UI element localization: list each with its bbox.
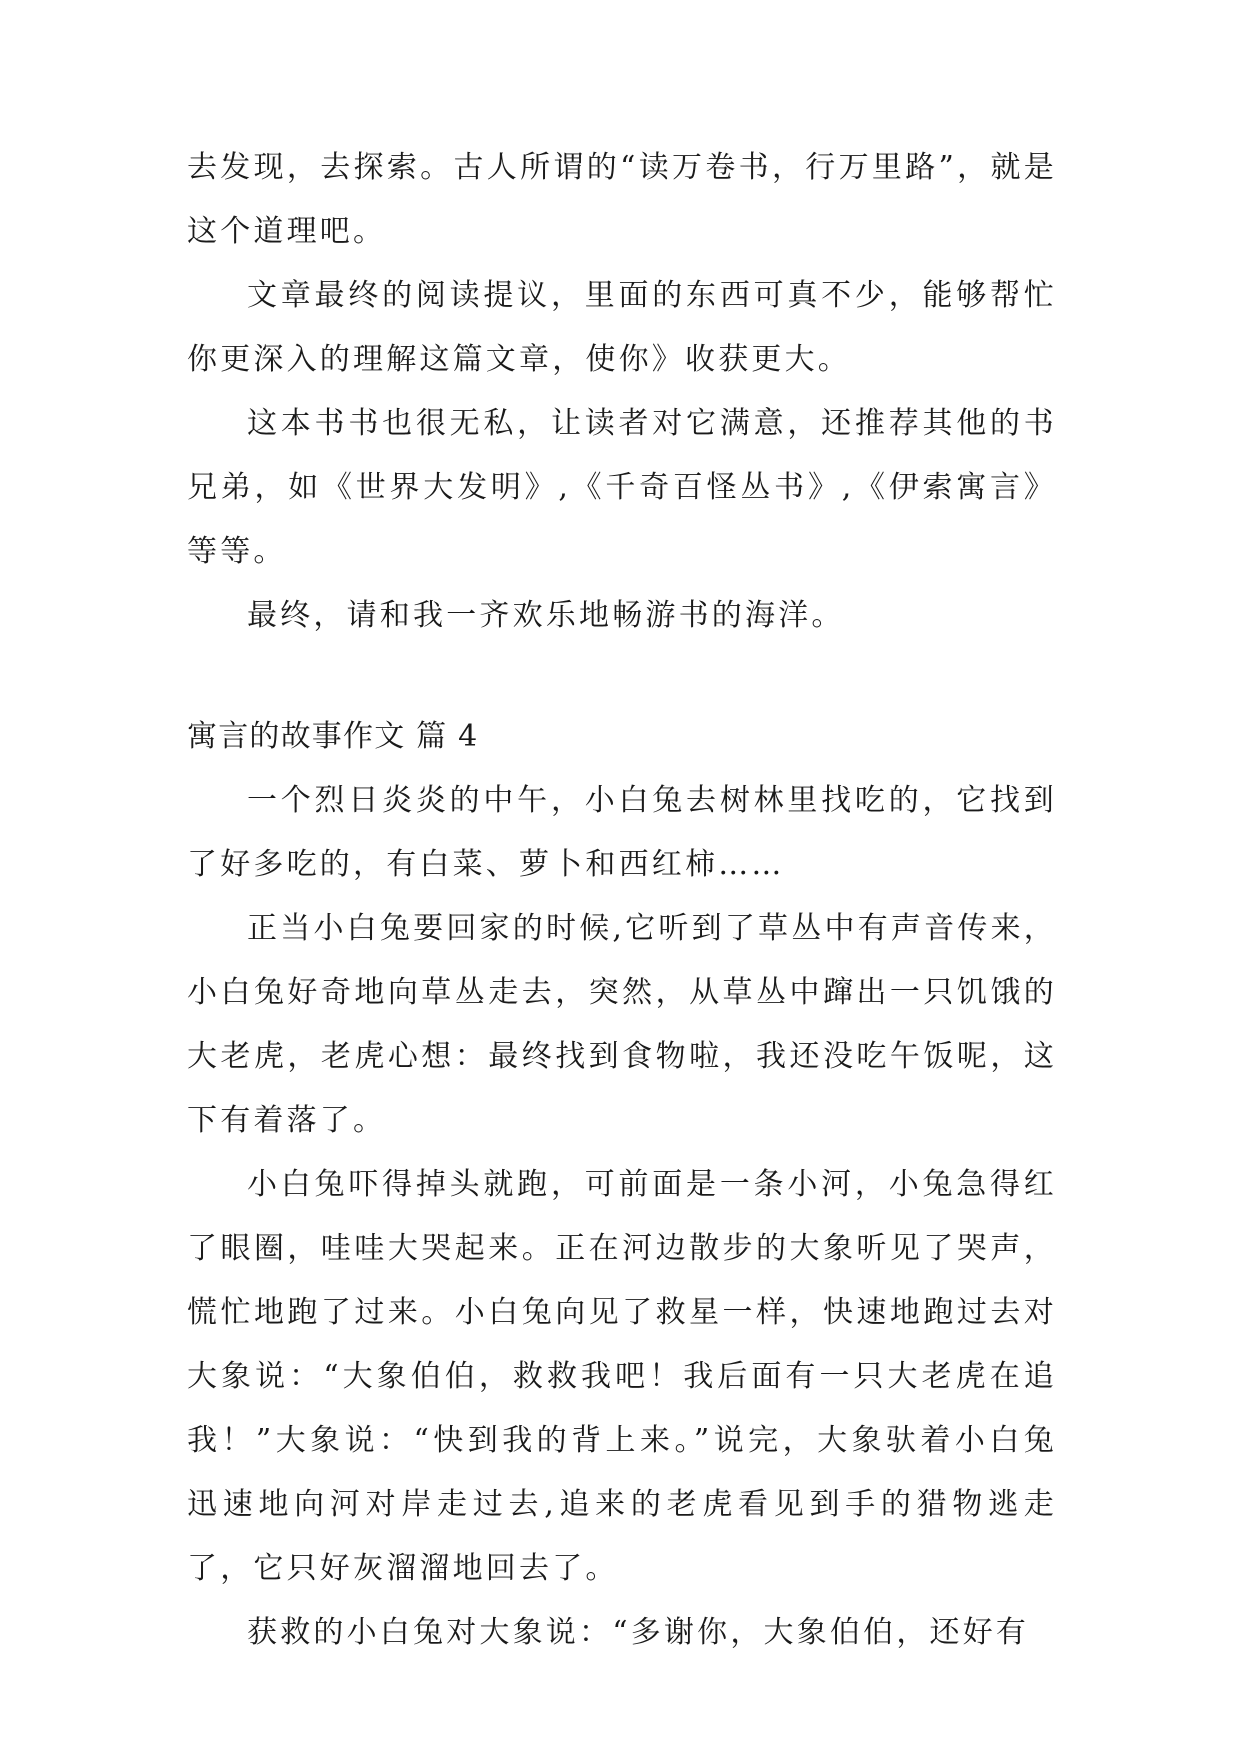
section-spacer bbox=[187, 648, 1057, 705]
paragraph-reading-advice: 文章最终的阅读提议，里面的东西可真不少，能够帮忙你更深入的理解这篇文章，使你》收获更大。 bbox=[187, 278, 1057, 377]
paragraph-closing: 最终，请和我一齐欢乐地畅游书的海洋。 bbox=[247, 598, 845, 633]
paragraph-thanks: 获救的小白兔对大象说：“多谢你，大象伯伯，还好有 bbox=[247, 1615, 1030, 1650]
section-heading: 寓言的故事作文 篇 4 bbox=[187, 719, 479, 754]
paragraph-elephant-rescue: 小白兔吓得掉头就跑，可前面是一条小河，小兔急得红了眼圈，哇哇大哭起来。正在河边散步的大象听见了哭声，慌忙地跑了过来。小白兔向见了救星一样，快速地跑过去对大象说：“大象伯伯，救救我吧！我后面有一只大老虎在追我！”大象说：“快到我的背上来。”说完，大象驮着小白兔迅速地向河对岸走过去,追来的老虎看见到手的猎物逃走了，它只好灰溜溜地回去了。 bbox=[187, 1167, 1057, 1586]
paragraph-book-recommendations: 这本书书也很无私，让读者对它满意，还推荐其他的书兄弟，如《世界大发明》,《千奇百怪丛书》,《伊索寓言》等等。 bbox=[187, 406, 1057, 569]
document-body bbox=[187, 136, 1057, 1665]
paragraph-story-opening: 一个烈日炎炎的中午，小白兔去树林里找吃的，它找到了好多吃的，有白菜、萝卜和西红柿…… bbox=[187, 783, 1057, 882]
paragraph-tiger-appears: 正当小白兔要回家的时候,它听到了草丛中有声音传来，小白兔好奇地向草丛走去，突然，从草丛中蹿出一只饥饿的大老虎，老虎心想：最终找到食物啦，我还没吃午饭呢，这下有着落了。 bbox=[187, 911, 1057, 1138]
continued-paragraph: 去发现，去探索。古人所谓的“读万卷书，行万里路”，就是这个道理吧。 bbox=[187, 150, 1057, 249]
